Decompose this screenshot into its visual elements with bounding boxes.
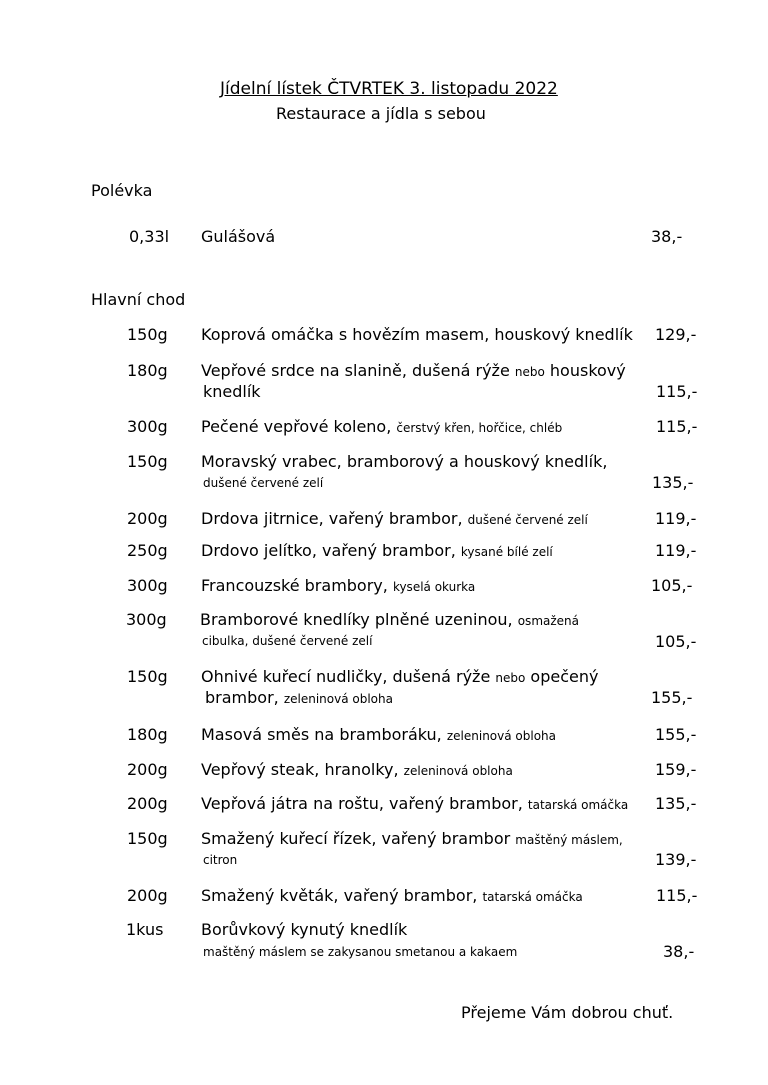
item-price: 135,- <box>655 794 697 813</box>
item-qty: 180g <box>127 725 168 744</box>
item-qty: 200g <box>127 509 168 528</box>
item-name: Ohnivé kuřecí nudličky, dušená rýže nebo opečený <box>201 667 599 686</box>
item-name: Vepřová játra na roštu, vařený brambor, tatarská omáčka <box>201 794 629 813</box>
section-soup-heading: Polévka <box>91 181 153 200</box>
item-price: 115,- <box>656 417 698 436</box>
page-title: Jídelní lístek ČTVRTEK 3. listopadu 2022 <box>220 79 558 99</box>
item-name-continued: dušené červené zelí <box>203 476 324 490</box>
item-name-continued: cibulka, dušené červené zelí <box>202 634 373 648</box>
footer-greeting: Přejeme Vám dobrou chuť. <box>461 1003 674 1022</box>
item-qty: 200g <box>127 760 168 779</box>
item-qty: 0,33l <box>129 227 170 246</box>
item-name-continued: maštěný máslem se zakysanou smetanou a kakaem <box>203 945 518 959</box>
item-qty: 300g <box>127 576 168 595</box>
item-price: 135,- <box>652 473 694 492</box>
item-name: Pečené vepřové koleno, čerstvý křen, hořčice, chléb <box>201 417 563 436</box>
item-price: 155,- <box>655 725 697 744</box>
item-price: 115,- <box>656 382 698 401</box>
item-name: Drdova jitrnice, vařený brambor, dušené červené zelí <box>201 509 588 528</box>
item-price: 119,- <box>655 509 697 528</box>
item-qty: 150g <box>127 829 168 848</box>
item-qty: 250g <box>127 541 168 560</box>
item-price: 119,- <box>655 541 697 560</box>
item-qty: 180g <box>127 361 168 380</box>
item-name-continued: brambor, zeleninová obloha <box>205 688 393 707</box>
item-price: 38,- <box>651 227 683 246</box>
item-qty: 300g <box>126 610 167 629</box>
item-qty: 150g <box>127 452 168 471</box>
item-price: 139,- <box>655 850 697 869</box>
item-name: Smažený kuřecí řízek, vařený brambor maštěný máslem, <box>201 829 623 848</box>
item-price: 155,- <box>651 688 693 707</box>
item-name: Drdovo jelítko, vařený brambor, kysané bílé zelí <box>201 541 553 560</box>
item-name: Masová směs na bramboráku, zeleninová obloha <box>201 725 557 744</box>
item-name-continued: knedlík <box>203 382 261 401</box>
item-price: 129,- <box>655 325 697 344</box>
item-price: 115,- <box>656 886 698 905</box>
item-price: 38,- <box>663 942 695 961</box>
item-qty: 300g <box>127 417 168 436</box>
item-price: 105,- <box>655 632 697 651</box>
item-qty: 200g <box>127 886 168 905</box>
item-price: 105,- <box>651 576 693 595</box>
item-name: Smažený květák, vařený brambor, tatarská omáčka <box>201 886 583 905</box>
item-name: Gulášová <box>201 227 276 246</box>
item-qty: 150g <box>127 667 168 686</box>
item-price: 159,- <box>655 760 697 779</box>
item-qty: 150g <box>127 325 168 344</box>
page-subtitle: Restaurace a jídla s sebou <box>276 104 486 123</box>
item-name: Vepřový steak, hranolky, zeleninová obloha <box>201 760 513 779</box>
item-name: Moravský vrabec, bramborový a houskový knedlík, <box>201 452 608 471</box>
item-name: Francouzské brambory, kyselá okurka <box>201 576 476 595</box>
item-name-continued: citron <box>203 853 238 867</box>
section-main-heading: Hlavní chod <box>91 290 186 309</box>
item-qty: 1kus <box>126 920 164 939</box>
item-name: Borůvkový kynutý knedlík <box>201 920 408 939</box>
item-name: Vepřové srdce na slanině, dušená rýže nebo houskový <box>201 361 626 380</box>
item-name: Koprová omáčka s hovězím masem, houskový knedlík <box>201 325 633 344</box>
item-qty: 200g <box>127 794 168 813</box>
item-name: Bramborové knedlíky plněné uzeninou, osmažená <box>200 610 579 629</box>
